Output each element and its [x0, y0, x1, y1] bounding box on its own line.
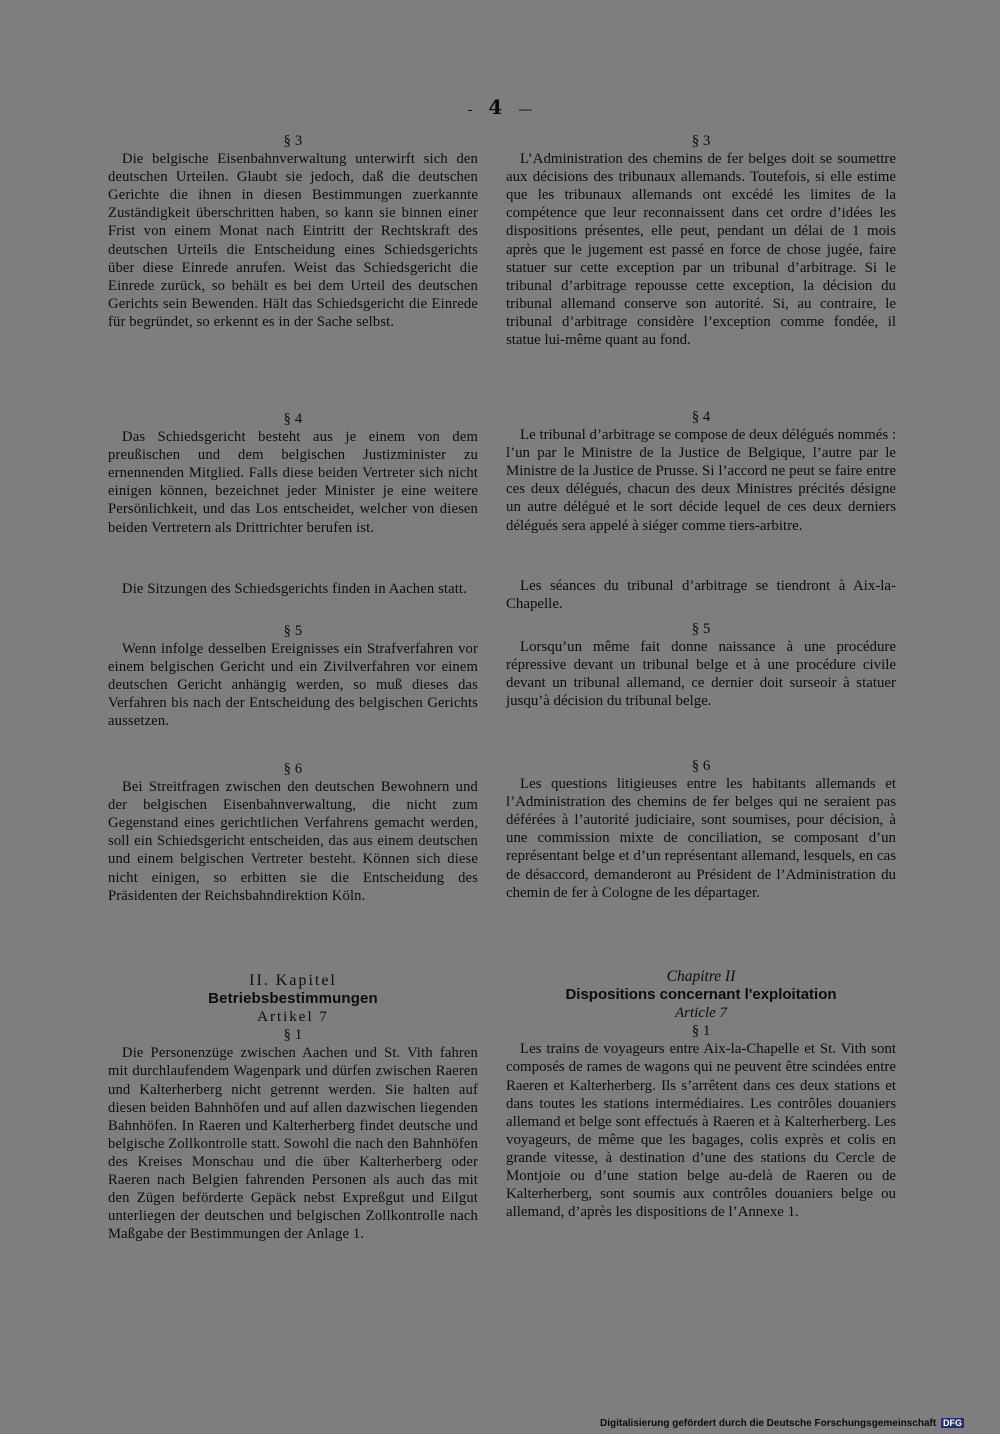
- fr-chapter-block: [506, 968, 896, 1221]
- footer-text: Digitalisierung gefördert durch die Deutsche Forschungsgemeinschaft: [600, 1418, 937, 1429]
- fr-s6-text: Les questions litigieuses entre les habitants allemands et l’Administration des chemins de fer belges qui ne seraient pas déférées à l’autorité judiciaire, sont soumises, pour décision, à une commission mixte de conciliation, se composant d’un représentant belge et d’un représentant allemand, lesquels, en cas de désaccord, demanderont au Président de l’Administration du chemin de fer à Cologne de les départager.: [506, 776, 896, 901]
- fr-article-title: Article 7: [674, 1005, 728, 1022]
- de-s4-heading: § 4: [283, 411, 303, 427]
- fr-s4-heading: § 4: [691, 409, 711, 425]
- de-s4-text: Das Schiedsgericht besteht aus je einem von dem preußischen und dem belgischen Justizminister zu ernennenden Mitglied. Falls diese beiden Vertreter sich nicht einigen können, bezeichnet jeder Minister je eine weitere Persönlichkeit, und das Los entscheidet, welcher von diesen beiden Vertretern als Drittrichter berufen ist.: [108, 429, 478, 536]
- fr-s3-heading: § 3: [691, 133, 711, 149]
- de-a7s1-heading: § 1: [283, 1027, 303, 1044]
- de-s3-text: Die belgische Eisenbahnverwaltung unterwirft sich den deutschen Urteilen. Glaubt sie jedoch, daß die deutschen Gerichte die ihnen in diesen Bestimmungen zuerkannte Zuständigkeit überschritten haben, so kann sie binnen einer Frist von einem Monat nach Eintritt der Rechtskraft des deutschen Urteils die Entscheidung eines Schiedsgerichts über diese Einrede anrufen. Weist das Schiedsgericht die Einrede zurück, so behält es bei dem Urteil des deutschen Gerichts sein Bewenden. Hält das Schiedsgericht die Einrede für begründet, so erkennt es in der Sache selbst.: [108, 151, 478, 330]
- de-a7s1-text: Die Personenzüge zwischen Aachen und St. Vith fahren mit durchlaufendem Wagenpark und dürfen zwischen Raeren und Kalterherberg nicht getrennt werden. Sie halten auf diesen beiden Bahnhöfen und auf allen dazwischen liegenden Bahnhöfen. In Raeren und Kalterherberg findet deutsche und belgische Zollkontrolle statt. Sowohl die nach den Bahnhöfen des Kreises Monschau und die über Kalterherberg oder Raeren nach Belgien fahrenden Personen als auch das mit den Zügen beförderte Gepäck nebst Expreßgut und Eilgut unterliegen der deutschen und belgischen Zollkontrolle nach Maßgabe der Bestimmungen der Anlage 1.: [108, 1045, 478, 1243]
- de-section-3: [108, 132, 478, 331]
- page-number: - 4 —: [467, 95, 533, 119]
- fr-chapter-title: Chapitre II: [666, 968, 736, 985]
- fr-s6-heading: § 6: [691, 758, 711, 774]
- fr-s5-heading: § 5: [691, 621, 711, 637]
- fr-section-4: [506, 408, 896, 535]
- fr-section-5: [506, 620, 896, 710]
- de-article-title: Artikel 7: [257, 1009, 329, 1026]
- fr-a7s1-heading: § 1: [691, 1023, 711, 1040]
- fr-s4-text2: Les séances du tribunal d’arbitrage se tiendront à Aix-la-Chapelle.: [506, 578, 896, 613]
- de-section-4-paragraph-2: [108, 580, 478, 598]
- de-section-6: [108, 760, 478, 905]
- de-s6-text: Bei Streitfragen zwischen den deutschen Bewohnern und der belgischen Eisenbahnverwaltung, die nicht zum Gegenstand eines gerichtlichen Verfahrens gemacht werden, soll ein Schiedsgericht entscheiden, das aus einem deutschen und einem belgischen Vertreter besteht. Können sich diese nicht einigen, so erbitten sie die Entscheidung des Präsidenten der Reichsbahndirektion Köln.: [108, 779, 478, 904]
- de-chapter-block: [108, 972, 478, 1243]
- fr-a7s1-text: Les trains de voyageurs entre Aix-la-Chapelle et St. Vith sont composés de rames de wagons qui ne peuvent être scindées entre Raeren et Kalterherberg. Ils s’arrêtent dans ces deux stations et dans toutes les stations intermédiaires. Les contrôles douaniers allemand et belge sont effectués à Raeren et à Kalterherberg. Les voyageurs, de même que les bagages, colis exprès et colis en grande vitesse, à destination d’une des stations du Cercle de Montjoie ou d’une station belge au-delà de Raeren ou de Kalterherberg, sont soumis aux contrôles douaniers belge ou allemand, d’après les dispositions de l’Annexe 1.: [506, 1041, 896, 1221]
- de-s5-text: Wenn infolge desselben Ereignisses ein Strafverfahren vor einem belgischen Gericht und ein Zivilverfahren vor einem deutschen Gericht anhängig werden, so muß dieses das Verfahren bis nach der Entscheidung des belgischen Gerichts aussetzen.: [108, 641, 478, 730]
- de-s6-heading: § 6: [283, 761, 303, 777]
- fr-chapter-heading: Dispositions concernant l'exploitation: [565, 986, 837, 1004]
- fr-section-4-paragraph-2: [506, 577, 896, 613]
- fr-s3-text: L’Administration des chemins de fer belges doit se soumettre aux décisions des tribunaux allemands. Toutefois, si elle estime que les tribunaux allemands ont excédé les limites de la compétence que leur reconnaissent dans cet ordre d’idées les dispositions présentes, elle peut, pendant un délai de 1 mois après que le jugement est passé en force de chose jugée, faire statuer sur cette exception par un tribunal d’arbitrage. Si le tribunal d’arbitrage repousse cette exception, la décision du tribunal allemand conserve son autorité. Si, au contraire, le tribunal d’arbitrage considère l’exception comme fondée, il statue lui-même quant au fond.: [506, 151, 896, 349]
- de-s4-text2: Die Sitzungen des Schiedsgerichts finden in Aachen statt.: [122, 581, 467, 597]
- fr-section-3: [506, 132, 896, 349]
- fr-s4-text: Le tribunal d’arbitrage se compose de deux délégués nommés : l’un par le Ministre de la Justice de Belgique, l’autre par le Ministre de la Justice de Prusse. Si l’accord ne peut se faire entre ces deux délégués, chacun des deux Ministres précités désigne un autre délégué et le sort décide lequel de ces deux derniers délégués sera appelé à siéger comme tiers-arbitre.: [506, 427, 896, 534]
- de-section-4: [108, 410, 478, 537]
- de-s3-heading: § 3: [283, 133, 303, 149]
- dfg-logo: DFG: [942, 1418, 962, 1428]
- de-section-5: [108, 622, 478, 731]
- de-chapter-heading: Betriebsbestimmungen: [208, 990, 378, 1008]
- fr-section-6: [506, 757, 896, 902]
- de-s5-heading: § 5: [283, 623, 303, 639]
- de-chapter-title: II. Kapitel: [249, 972, 337, 989]
- fr-s5-text: Lorsqu’un même fait donne naissance à une procédure répressive devant un tribunal belge et à une procédure civile devant un tribunal allemand, ce dernier doit surseoir à statuer jusqu’à décision du tribunal belge.: [506, 639, 896, 710]
- footer-credit: [600, 1418, 964, 1429]
